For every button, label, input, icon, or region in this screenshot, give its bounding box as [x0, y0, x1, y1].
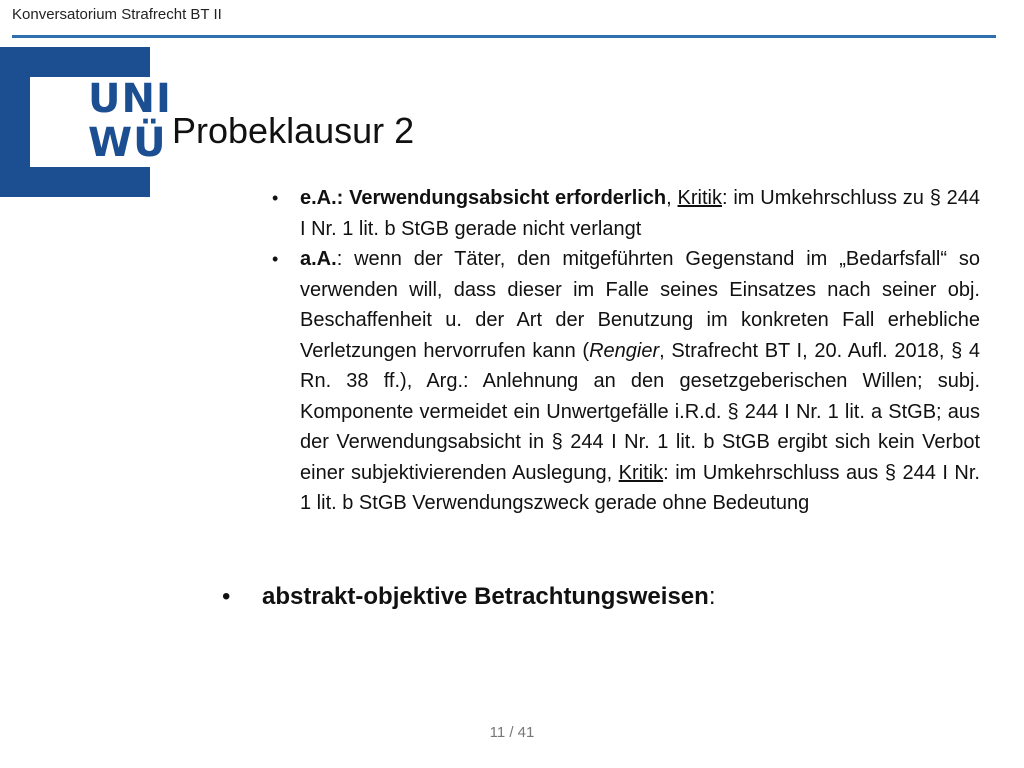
kritik-label: Kritik — [677, 187, 722, 209]
sub-bullet-item — [262, 183, 980, 244]
bullet-icon: • — [272, 249, 279, 269]
main-item-label — [262, 583, 715, 611]
bullet-icon: • — [222, 583, 231, 610]
item-separator: , — [666, 187, 678, 209]
kritik-label: Kritik — [618, 461, 664, 484]
university-logo — [0, 47, 172, 197]
item-lead: e.A.: Verwendungsabsicht erforderlich — [300, 187, 667, 209]
page-number: 11 / 41 — [489, 724, 535, 741]
item-text: , Strafrecht BT I, 20. Aufl. 2018, § 4 Rn. 38 ff.), Arg.: Anlehnung an den gesetzgeberischen Willen; subj. Komponente vermeidet ein Unwertgefälle i.R.d. § 244 I Nr. 1 lit. a StGB; aus der Verwendungsabsicht in § 244 I Nr. 1 lit. b StGB ergibt sich kein Verbot einer subjektivierenden Auslegung, — [300, 339, 981, 484]
item-lead: a.A. — [300, 248, 337, 270]
bullet-icon: • — [272, 188, 279, 208]
header-title: Konversatorium Strafrecht BT II — [12, 6, 222, 23]
item-text: : im Umkehrschluss zu § 244 I Nr. 1 lit. b StGB gerade nicht verlangt — [300, 187, 980, 240]
logo-text-line2: WÜ — [88, 120, 167, 166]
slide-content — [262, 183, 980, 519]
main-item-bold: abstrakt-objektive Betrachtungsweisen — [262, 583, 709, 610]
author-name: Rengier — [589, 339, 660, 362]
header-divider — [12, 35, 996, 38]
item-text: : wenn der Täter, den mitgeführten Gegenstand im „Bedarfsfall“ so verwenden will, dass dieser im Falle seines Einsatzes nach seiner obj. Beschaffenheit u. der Art der Benutzung im konkreten Fall erhebliche Verletzungen hervorrufen kann ( — [300, 248, 980, 362]
logo-text-line1: UNI — [88, 76, 172, 122]
item-text: : im Umkehrschluss aus § 244 I Nr. 1 lit. b StGB Verwendungszweck gerade ohne Bedeutung — [300, 461, 980, 514]
logo-inner — [30, 76, 172, 167]
main-item-suffix: : — [708, 583, 716, 610]
sub-bullet-item — [262, 244, 980, 519]
slide-title: Probeklausur 2 — [172, 110, 415, 151]
